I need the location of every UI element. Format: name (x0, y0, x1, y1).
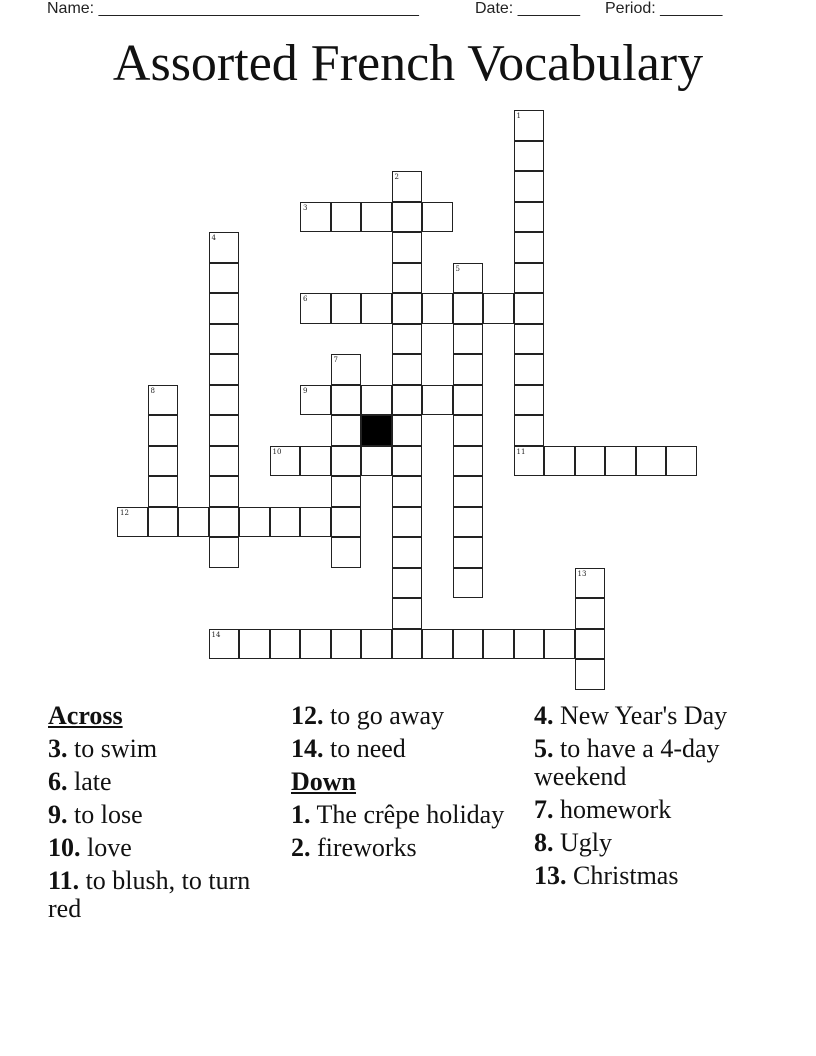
grid-cell[interactable] (117, 507, 148, 538)
grid-cell[interactable] (209, 385, 240, 416)
cell-number: 7 (333, 356, 338, 364)
grid-cell[interactable] (209, 324, 240, 355)
grid-cell[interactable] (514, 415, 545, 446)
clue-text: to swim (74, 734, 158, 763)
clue-item (534, 862, 764, 890)
grid-cell[interactable] (331, 202, 362, 233)
clue-text: Ugly (560, 828, 612, 857)
clue-item (48, 801, 278, 829)
grid-cell[interactable] (392, 507, 423, 538)
clue-text: New Year's Day (560, 701, 728, 730)
cell-number: 14 (211, 630, 221, 639)
grid-cell[interactable] (178, 507, 209, 538)
grid-cell[interactable] (148, 446, 179, 477)
grid-cell[interactable] (483, 293, 514, 324)
grid-cell[interactable] (666, 446, 697, 477)
grid-cell[interactable] (392, 263, 423, 294)
grid-cell[interactable] (331, 385, 362, 416)
grid-cell[interactable] (331, 476, 362, 507)
grid-cell[interactable] (453, 354, 484, 385)
cell-number: 10 (272, 447, 282, 456)
clue-number: 1. (291, 800, 311, 829)
grid-cell[interactable] (331, 354, 362, 385)
grid-cell[interactable] (514, 202, 545, 233)
clue-item (48, 867, 278, 923)
grid-cell[interactable] (575, 568, 606, 599)
grid-cell[interactable] (453, 446, 484, 477)
grid-cell[interactable] (575, 446, 606, 477)
clue-text: Christmas (573, 861, 679, 890)
grid-cell[interactable] (392, 537, 423, 568)
clue-item (291, 801, 521, 829)
grid-cell[interactable] (209, 293, 240, 324)
grid-cell[interactable] (575, 598, 606, 629)
grid-cell[interactable] (514, 446, 545, 477)
grid-cell[interactable] (361, 629, 392, 660)
clue-item (291, 735, 521, 763)
grid-cell[interactable] (392, 568, 423, 599)
grid-cell[interactable] (392, 354, 423, 385)
clue-number: 8. (534, 828, 554, 857)
grid-cell[interactable] (209, 354, 240, 385)
grid-cell[interactable] (392, 446, 423, 477)
clue-number: 11. (48, 866, 80, 895)
clue-item (48, 735, 278, 763)
grid-cell[interactable] (300, 385, 331, 416)
clue-text: fireworks (317, 833, 417, 862)
grid-cell[interactable] (209, 232, 240, 263)
grid-cell[interactable] (361, 385, 392, 416)
grid-cell[interactable] (209, 263, 240, 294)
grid-cell[interactable] (514, 110, 545, 141)
grid-cell[interactable] (453, 537, 484, 568)
grid-cell[interactable] (514, 263, 545, 294)
grid-cell[interactable] (453, 324, 484, 355)
grid-cell[interactable] (361, 202, 392, 233)
cell-number: 12 (120, 508, 129, 517)
clue-number: 10. (48, 833, 81, 862)
grid-cell[interactable] (300, 507, 331, 538)
clue-text: to need (330, 734, 406, 763)
clue-number: 7. (534, 795, 554, 824)
grid-cell[interactable] (209, 476, 240, 507)
cell-number: 1 (516, 112, 521, 120)
period-field-label[interactable]: Period: _______ (605, 0, 723, 17)
grid-cell[interactable] (483, 629, 514, 660)
grid-cell[interactable] (300, 446, 331, 477)
grid-cell[interactable] (392, 202, 423, 233)
grid-cell[interactable] (636, 446, 667, 477)
cell-number: 4 (211, 234, 216, 242)
clue-item (291, 702, 521, 730)
grid-cell[interactable] (453, 476, 484, 507)
grid-cell[interactable] (392, 293, 423, 324)
grid-cell[interactable] (575, 629, 606, 660)
grid-cell[interactable] (392, 629, 423, 660)
cell-number: 11 (516, 447, 526, 456)
grid-cell[interactable] (392, 476, 423, 507)
clue-item (534, 829, 764, 857)
across-heading: Across (48, 701, 123, 730)
clues-column-3 (534, 702, 764, 895)
grid-cell[interactable] (422, 202, 453, 233)
clue-item (291, 834, 521, 862)
clue-text: to go away (330, 701, 445, 730)
grid-cell[interactable] (331, 629, 362, 660)
grid-block-cell (361, 415, 392, 446)
grid-cell[interactable] (392, 232, 423, 263)
cell-number: 2 (394, 173, 399, 181)
grid-cell[interactable] (453, 293, 484, 324)
grid-cell[interactable] (392, 171, 423, 202)
cell-number: 8 (150, 386, 155, 395)
grid-cell[interactable] (514, 293, 545, 324)
clue-item (48, 834, 278, 862)
grid-cell[interactable] (331, 415, 362, 446)
grid-cell[interactable] (300, 202, 331, 233)
grid-cell[interactable] (514, 385, 545, 416)
clue-text: The crêpe holiday (316, 800, 505, 829)
grid-cell[interactable] (300, 629, 331, 660)
grid-cell[interactable] (514, 232, 545, 263)
grid-cell[interactable] (270, 629, 301, 660)
grid-cell[interactable] (239, 507, 270, 538)
clue-text: late (74, 767, 112, 796)
grid-cell[interactable] (544, 446, 575, 477)
clue-number: 3. (48, 734, 68, 763)
clue-number: 2. (291, 833, 311, 862)
grid-cell[interactable] (453, 568, 484, 599)
grid-cell[interactable] (392, 324, 423, 355)
clue-text: homework (560, 795, 672, 824)
grid-cell[interactable] (514, 354, 545, 385)
grid-cell[interactable] (422, 385, 453, 416)
grid-cell[interactable] (392, 415, 423, 446)
clue-text: to lose (74, 800, 143, 829)
clue-number: 6. (48, 767, 68, 796)
grid-cell[interactable] (209, 537, 240, 568)
cell-number: 9 (303, 386, 308, 395)
grid-cell[interactable] (453, 415, 484, 446)
clue-item (48, 768, 278, 796)
grid-cell[interactable] (331, 507, 362, 538)
clue-number: 9. (48, 800, 68, 829)
grid-cell[interactable] (361, 293, 392, 324)
cell-number: 5 (455, 264, 460, 273)
grid-cell[interactable] (209, 629, 240, 660)
clue-number: 5. (534, 734, 554, 763)
clue-item (534, 702, 764, 730)
clues-column-2 (291, 702, 521, 867)
grid-cell[interactable] (453, 507, 484, 538)
grid-cell[interactable] (270, 446, 301, 477)
grid-cell[interactable] (239, 629, 270, 660)
grid-cell[interactable] (544, 629, 575, 660)
grid-cell[interactable] (331, 446, 362, 477)
grid-cell[interactable] (270, 507, 301, 538)
clue-number: 4. (534, 701, 554, 730)
grid-cell[interactable] (361, 446, 392, 477)
clue-number: 14. (291, 734, 324, 763)
grid-cell[interactable] (605, 446, 636, 477)
grid-cell[interactable] (514, 141, 545, 172)
grid-cell[interactable] (453, 263, 484, 294)
clue-text: to blush, to turn red (48, 866, 251, 923)
grid-cell[interactable] (300, 293, 331, 324)
grid-cell[interactable] (331, 537, 362, 568)
clue-item (534, 735, 764, 791)
grid-cell[interactable] (209, 507, 240, 538)
clue-number: 12. (291, 701, 324, 730)
clue-number: 13. (534, 861, 567, 890)
grid-cell[interactable] (392, 598, 423, 629)
name-field-label[interactable]: Name: ____________________________________ (47, 0, 419, 17)
grid-cell[interactable] (422, 629, 453, 660)
clues-column-1 (48, 702, 278, 928)
grid-cell[interactable] (148, 385, 179, 416)
grid-cell[interactable] (148, 476, 179, 507)
grid-cell[interactable] (148, 507, 179, 538)
grid-cell[interactable] (422, 293, 453, 324)
clue-text: to have a 4-day weekend (534, 734, 720, 791)
date-field-label[interactable]: Date: _______ (475, 0, 580, 17)
grid-cell[interactable] (209, 415, 240, 446)
down-heading: Down (291, 767, 357, 796)
cell-number: 6 (303, 295, 308, 303)
grid-cell[interactable] (575, 659, 606, 690)
grid-cell[interactable] (514, 629, 545, 660)
grid-cell[interactable] (514, 171, 545, 202)
clue-text: love (87, 833, 132, 862)
cell-number: 13 (577, 569, 587, 578)
grid-cell[interactable] (148, 415, 179, 446)
grid-cell[interactable] (331, 293, 362, 324)
grid-cell[interactable] (209, 446, 240, 477)
grid-cell[interactable] (453, 385, 484, 416)
grid-cell[interactable] (453, 629, 484, 660)
grid-cell[interactable] (392, 385, 423, 416)
page-title: Assorted French Vocabulary (112, 35, 704, 92)
cell-number: 3 (303, 203, 308, 212)
clue-item (534, 796, 764, 824)
grid-cell[interactable] (514, 324, 545, 355)
